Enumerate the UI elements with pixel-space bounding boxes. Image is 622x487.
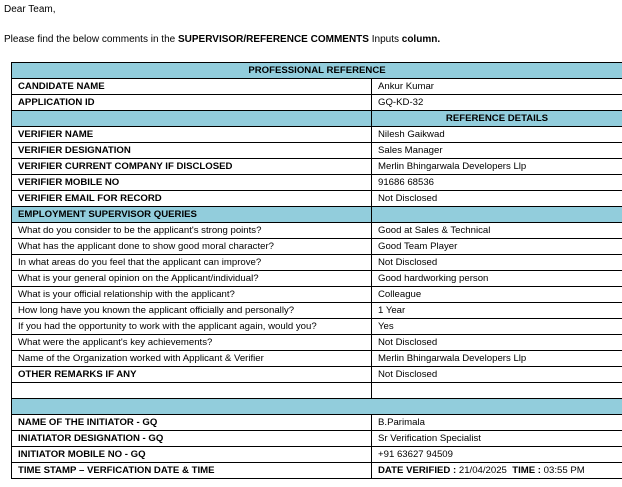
initiator-label: NAME OF THE INITIATOR - GQ — [12, 415, 372, 431]
row-label: APPLICATION ID — [12, 95, 372, 111]
initiator-value: Sr Verification Specialist — [372, 431, 622, 447]
blank-header-cell — [12, 399, 622, 415]
timestamp-label: TIME STAMP – VERFICATION DATE & TIME — [12, 463, 372, 479]
timestamp-value — [372, 463, 622, 479]
table-row — [12, 271, 622, 287]
query-label: What has the applicant done to show good moral character? — [12, 239, 372, 255]
section-spacer — [372, 207, 622, 223]
table-row — [12, 175, 622, 191]
row-value: Not Disclosed — [372, 191, 622, 207]
row-value: Sales Manager — [372, 143, 622, 159]
initiator-label: INITIATOR MOBILE NO - GQ — [12, 447, 372, 463]
query-value: Good hardworking person — [372, 271, 622, 287]
table-row — [12, 287, 622, 303]
time-label: TIME : — [512, 465, 541, 476]
table-row — [12, 335, 622, 351]
intro-bold-column: column. — [401, 34, 441, 45]
query-label: What were the applicant's key achievements? — [12, 335, 372, 351]
section-spacer — [12, 111, 372, 127]
table-row — [12, 463, 622, 479]
intro-middle: Inputs — [371, 34, 399, 45]
row-label: VERIFIER NAME — [12, 127, 372, 143]
date-verified-label: DATE VERIFIED : — [378, 465, 457, 476]
query-value: 1 Year — [372, 303, 622, 319]
initiator-label: INIATIATOR DESIGNATION - GQ — [12, 431, 372, 447]
table-row — [12, 303, 622, 319]
table-row — [12, 79, 622, 95]
table-title: PROFESSIONAL REFERENCE — [12, 63, 622, 79]
professional-reference-table — [11, 62, 622, 479]
table-row — [12, 159, 622, 175]
greeting: Dear Team, — [4, 4, 56, 15]
query-label: What is your official relationship with the applicant? — [12, 287, 372, 303]
table-row — [12, 255, 622, 271]
row-label: VERIFIER DESIGNATION — [12, 143, 372, 159]
table-row — [12, 127, 622, 143]
query-label: Name of the Organization worked with Applicant & Verifier — [12, 351, 372, 367]
query-label: If you had the opportunity to work with the applicant again, would you? — [12, 319, 372, 335]
row-label: VERIFIER CURRENT COMPANY IF DISCLOSED — [12, 159, 372, 175]
table-row — [12, 223, 622, 239]
initiator-value: +91 63627 94509 — [372, 447, 622, 463]
row-label: CANDIDATE NAME — [12, 79, 372, 95]
query-value: Not Disclosed — [372, 255, 622, 271]
query-label: What is your general opinion on the Applicant/individual? — [12, 271, 372, 287]
table-row — [12, 447, 622, 463]
query-value: Good Team Player — [372, 239, 622, 255]
row-value: GQ-KD-32 — [372, 95, 622, 111]
blank-cell — [372, 383, 622, 399]
table-row — [12, 95, 622, 111]
queries-title: EMPLOYMENT SUPERVISOR QUERIES — [12, 207, 372, 223]
reference-details-title: REFERENCE DETAILS — [372, 111, 622, 127]
other-remarks-value: Not Disclosed — [372, 367, 622, 383]
table-row — [12, 319, 622, 335]
query-value: Colleague — [372, 287, 622, 303]
blank-header-row — [12, 399, 622, 415]
query-value: Yes — [372, 319, 622, 335]
query-label: In what areas do you feel that the applicant can improve? — [12, 255, 372, 271]
table-row — [12, 191, 622, 207]
table-row — [12, 351, 622, 367]
query-value: Not Disclosed — [372, 335, 622, 351]
table-row — [12, 239, 622, 255]
row-label: VERIFIER EMAIL FOR RECORD — [12, 191, 372, 207]
query-value: Good at Sales & Technical — [372, 223, 622, 239]
row-value: Nilesh Gaikwad — [372, 127, 622, 143]
table-row — [12, 431, 622, 447]
intro-text — [4, 34, 440, 45]
blank-row — [12, 383, 622, 399]
blank-cell — [12, 383, 372, 399]
table-row — [12, 143, 622, 159]
table-row — [12, 415, 622, 431]
initiator-value: B.Parimala — [372, 415, 622, 431]
time-value: 03:55 PM — [543, 465, 585, 476]
query-label: How long have you known the applicant officially and personally? — [12, 303, 372, 319]
query-value: Merlin Bhingarwala Developers Llp — [372, 351, 622, 367]
intro-prefix: Please find the below comments in the — [4, 34, 176, 45]
row-value: Merlin Bhingarwala Developers Llp — [372, 159, 622, 175]
table-row — [12, 367, 622, 383]
other-remarks-label: OTHER REMARKS IF ANY — [12, 367, 372, 383]
intro-bold-comments: SUPERVISOR/REFERENCE COMMENTS — [178, 34, 369, 45]
date-verified-value: 21/04/2025 — [458, 465, 507, 476]
row-label: VERIFIER MOBILE NO — [12, 175, 372, 191]
row-value: Ankur Kumar — [372, 79, 622, 95]
row-value: 91686 68536 — [372, 175, 622, 191]
query-label: What do you consider to be the applicant's strong points? — [12, 223, 372, 239]
